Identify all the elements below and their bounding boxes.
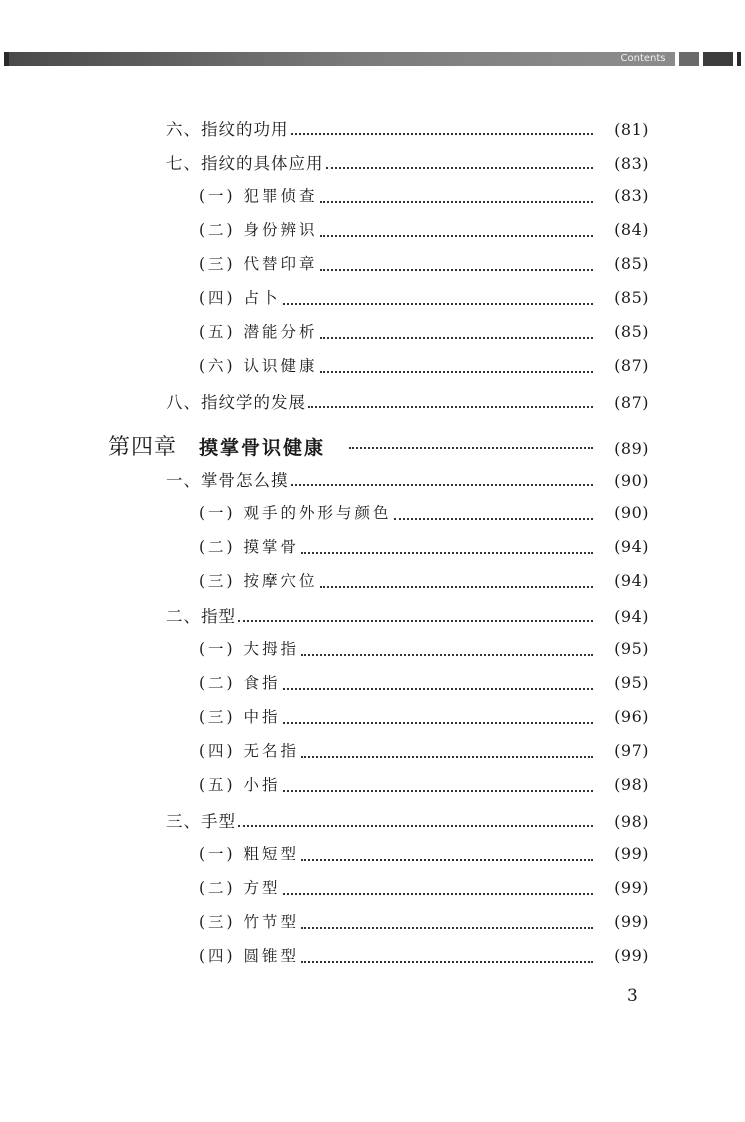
toc-entry[interactable] xyxy=(199,705,649,735)
toc-entry-title: (一) 大拇指 xyxy=(199,640,300,658)
toc-entry-page: (99) xyxy=(614,844,649,863)
toc-entry-page: (98) xyxy=(614,775,649,794)
toc-entry[interactable] xyxy=(199,637,649,667)
toc-entry[interactable] xyxy=(199,876,649,906)
toc-entry[interactable] xyxy=(199,569,649,599)
dot-leader xyxy=(349,447,593,449)
toc-entry[interactable] xyxy=(199,773,649,803)
toc-entry-page: (83) xyxy=(614,154,649,173)
toc-entry-page: (90) xyxy=(614,503,649,522)
toc-entry-title: (三) 按摩穴位 xyxy=(199,572,318,590)
toc-entry-title: (三) 竹节型 xyxy=(199,913,300,931)
toc-entry-title: (四) 无名指 xyxy=(199,742,300,760)
toc-entry-page: (85) xyxy=(614,254,649,273)
toc-entry[interactable] xyxy=(199,184,649,214)
toc-entry-page: (94) xyxy=(614,571,649,590)
toc-entry-title: 七、指纹的具体应用 xyxy=(166,154,324,173)
header-block-2 xyxy=(703,52,733,66)
dot-leader xyxy=(301,961,593,963)
toc-entry-title: (三) 代替印章 xyxy=(199,255,318,273)
toc-entry[interactable] xyxy=(199,842,649,872)
toc-entry-title: (二) 摸掌骨 xyxy=(199,538,300,556)
dot-leader xyxy=(283,722,593,724)
dot-leader xyxy=(283,790,593,792)
dot-leader xyxy=(320,371,593,373)
dot-leader xyxy=(238,825,593,827)
toc-entry[interactable] xyxy=(166,389,649,419)
dot-leader xyxy=(320,269,593,271)
toc-chapter-row[interactable] xyxy=(108,430,649,460)
toc-entry-title: 摸掌骨识健康 xyxy=(199,437,326,459)
toc-entry-title: 二、指型 xyxy=(166,607,236,626)
toc-entry-page: (87) xyxy=(614,356,649,375)
toc-entry-page: (90) xyxy=(614,471,649,490)
toc-entry-title: (二) 身份辨识 xyxy=(199,221,318,239)
toc-entry-page: (99) xyxy=(614,878,649,897)
toc-entry[interactable] xyxy=(199,501,649,531)
toc-entry[interactable] xyxy=(166,116,649,146)
toc-entry-title: 一、掌骨怎么摸 xyxy=(166,471,289,490)
toc-entry-page: (85) xyxy=(614,288,649,307)
header-gradient xyxy=(9,52,611,66)
toc-entry[interactable] xyxy=(199,286,649,316)
toc-entry-title: (四) 占卜 xyxy=(199,289,281,307)
dot-leader xyxy=(320,201,593,203)
dot-leader xyxy=(320,337,593,339)
header-block-1 xyxy=(679,52,699,66)
toc-entry-page: (81) xyxy=(614,120,649,139)
dot-leader xyxy=(320,235,593,237)
dot-leader xyxy=(301,552,593,554)
toc-entry-title: 八、指纹学的发展 xyxy=(166,393,306,412)
dot-leader xyxy=(394,518,593,520)
dot-leader xyxy=(320,586,593,588)
toc-entry[interactable] xyxy=(166,467,649,497)
toc-entry-title: 六、指纹的功用 xyxy=(166,120,289,139)
toc-entry-page: (89) xyxy=(614,439,649,458)
toc-entry-title: (一) 犯罪侦查 xyxy=(199,187,318,205)
dot-leader xyxy=(238,620,593,622)
toc-entry[interactable] xyxy=(199,739,649,769)
toc-entry-title: (二) 方型 xyxy=(199,879,281,897)
dot-leader xyxy=(301,859,593,861)
dot-leader xyxy=(326,167,594,169)
dot-leader xyxy=(301,927,593,929)
toc-entry-title: (二) 食指 xyxy=(199,674,281,692)
toc-entry[interactable] xyxy=(199,218,649,248)
dot-leader xyxy=(283,303,593,305)
toc-entry-title: (五) 潜能分析 xyxy=(199,323,318,341)
toc-entry[interactable] xyxy=(166,603,649,633)
dot-leader xyxy=(291,484,594,486)
toc-entry-page: (99) xyxy=(614,912,649,931)
toc-entry-page: (97) xyxy=(614,741,649,760)
toc-entry-title: (五) 小指 xyxy=(199,776,281,794)
toc-entry-page: (94) xyxy=(614,607,649,626)
dot-leader xyxy=(308,406,593,408)
toc-entry[interactable] xyxy=(199,944,649,974)
toc-entry-page: (95) xyxy=(614,673,649,692)
toc-entry-title: 三、手型 xyxy=(166,812,236,831)
header-block-3 xyxy=(737,52,741,66)
toc-entry-page: (99) xyxy=(614,946,649,965)
toc-entry[interactable] xyxy=(166,150,649,180)
toc-entry[interactable] xyxy=(199,354,649,384)
header-bar xyxy=(0,52,745,66)
toc-entry-page: (96) xyxy=(614,707,649,726)
dot-leader xyxy=(283,893,593,895)
toc-entry[interactable] xyxy=(199,535,649,565)
toc-entry-page: (83) xyxy=(614,186,649,205)
toc-entry-page: (95) xyxy=(614,639,649,658)
toc-entry-page: (84) xyxy=(614,220,649,239)
toc-entry[interactable] xyxy=(199,252,649,282)
toc-entry-page: (94) xyxy=(614,537,649,556)
toc-entry[interactable] xyxy=(199,320,649,350)
toc-entry-title: (一) 观手的外形与颜色 xyxy=(199,504,392,522)
toc-entry-title: (六) 认识健康 xyxy=(199,357,318,375)
dot-leader xyxy=(283,688,593,690)
dot-leader xyxy=(301,654,593,656)
toc-entry-title: (三) 中指 xyxy=(199,708,281,726)
dot-leader xyxy=(291,133,594,135)
toc-entry-title: (四) 圆锥型 xyxy=(199,947,300,965)
toc-entry-page: (85) xyxy=(614,322,649,341)
toc-entry-page: (98) xyxy=(614,812,649,831)
page-number: 3 xyxy=(627,986,638,1006)
header-contents-label: Contents xyxy=(611,52,675,66)
toc-entry[interactable] xyxy=(199,910,649,940)
dot-leader xyxy=(301,756,593,758)
chapter-number: 第四章 xyxy=(108,435,178,460)
toc-entry-page: (87) xyxy=(614,393,649,412)
toc-entry[interactable] xyxy=(166,808,649,838)
toc-entry-title: (一) 粗短型 xyxy=(199,845,300,863)
toc-entry[interactable] xyxy=(199,671,649,701)
